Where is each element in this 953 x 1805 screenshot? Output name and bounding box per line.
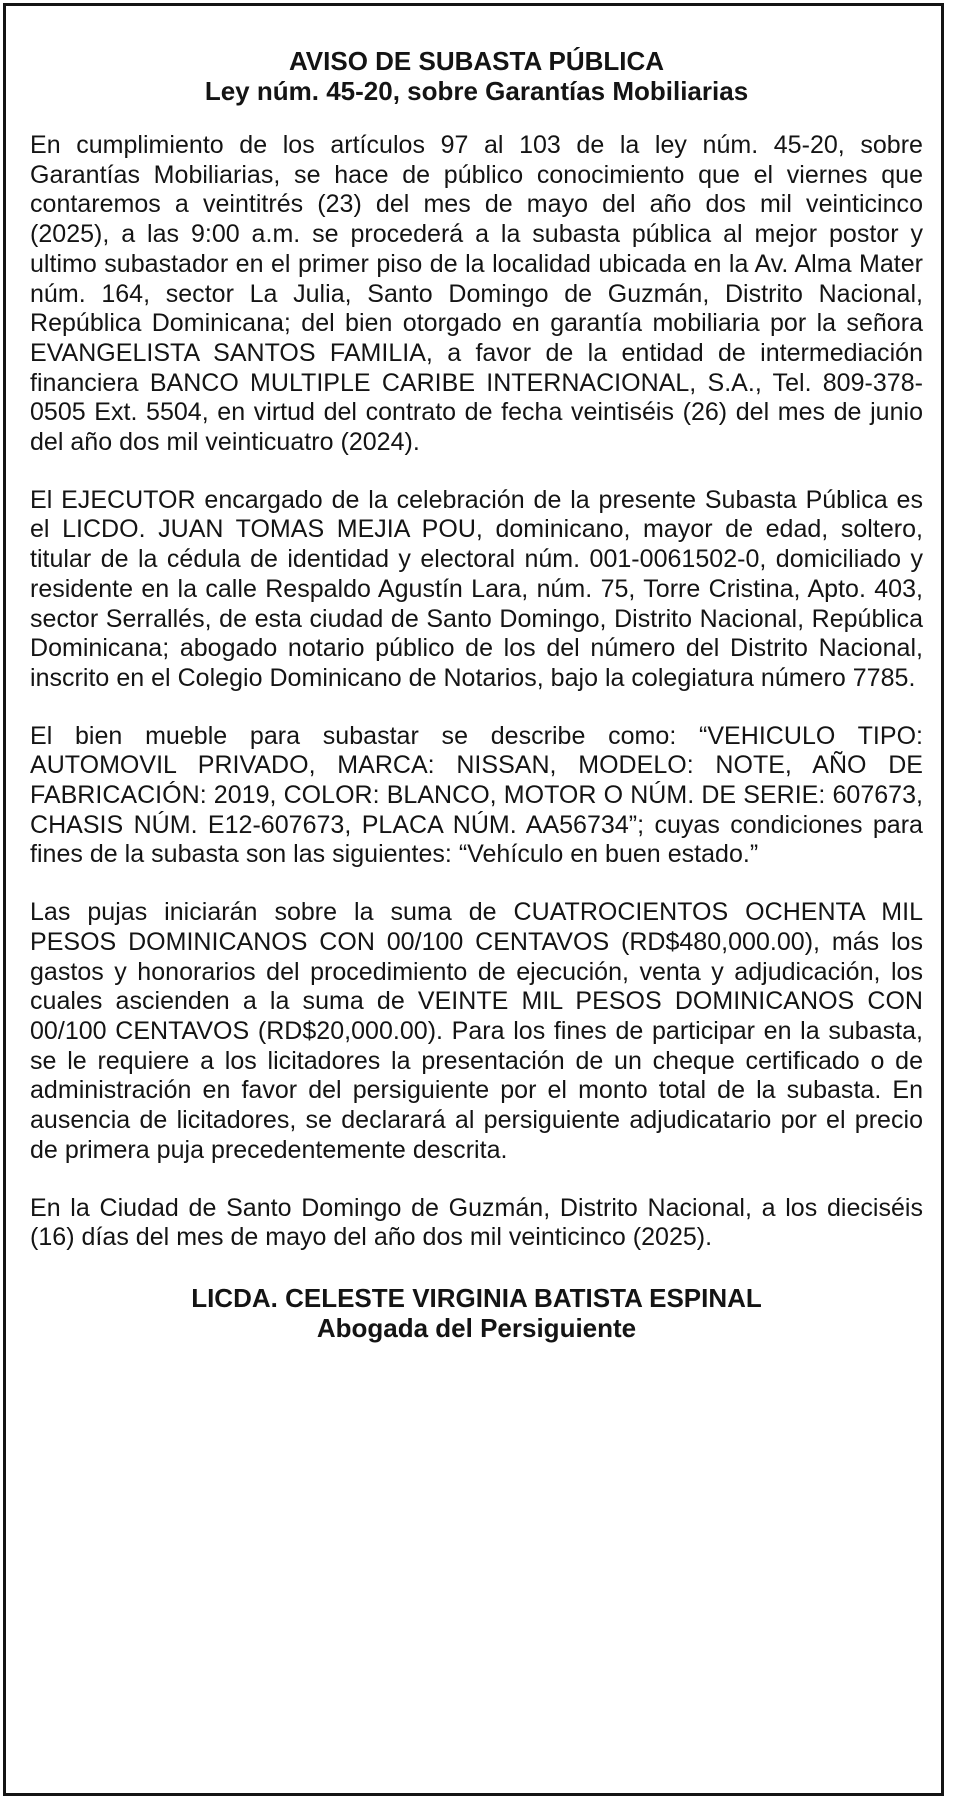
notice-title: AVISO DE SUBASTA PÚBLICA <box>288 46 665 76</box>
notice-content <box>30 46 923 1343</box>
signature-name: LICDA. CELESTE VIRGINIA BATISTA ESPINAL <box>191 1282 762 1313</box>
paragraph-bidding-terms: Las pujas iniciarán sobre la suma de CUATROCIENTOS OCHENTA MIL PESOS DOMINICANOS CON 00/100 CENTAVOS (RD$480,000.00), más los gastos y honorarios del procedimiento de ejecución, venta y adjudicación, los cuales ascienden a la suma de VEINTE MIL PESOS DOMINICANOS CON 00/100 CENTAVOS (RD$20,000.00). Para los fines de participar en la subasta, se le requiere a los licitadores la presentación de un cheque certificado o de administración en favor del persiguiente por el monto total de la subasta. En ausencia de licitadores, se declarará al persiguiente adjudicatario por el precio de primera puja precedentemente descrita. <box>30 898 923 1164</box>
signature-block <box>30 1283 923 1343</box>
paragraph-auction-announcement: En cumplimiento de los artículos 97 al 103 de la ley núm. 45-20, sobre Garantías Mobiliarias, se hace de público conocimiento que el viernes que contaremos a veintitrés (23) del mes de mayo del año dos mil veinticinco (2025), a las 9:00 a.m. se procederá a la subasta pública al mejor postor y ultimo subastador en el primer piso de la localidad ubicada en la Av. Alma Mater núm. 164, sector La Julia, Santo Domingo de Guzmán, Distrito Nacional, República Dominicana; del bien otorgado en garantía mobiliaria por la señora EVANGELISTA SANTOS FAMILIA, a favor de la entidad de intermediación financiera BANCO MULTIPLE CARIBE INTERNACIONAL, S.A., Tel. 809-378-0505 Ext. 5504, en virtud del contrato de fecha veintiséis (26) del mes de junio del año dos mil veinticuatro (2024). <box>30 131 923 457</box>
signature-role: Abogada del Persiguiente <box>316 1312 637 1343</box>
paragraph-vehicle-description: El bien mueble para subastar se describe como: “VEHICULO TIPO: AUTOMOVIL PRIVADO, MARCA: NISSAN, MODELO: NOTE, AÑO DE FABRICACIÓN: 2019, COLOR: BLANCO, MOTOR O NÚM. DE SERIE: 607673, CHASIS NÚM. E12-607673, PLACA NÚM. AA56734”; cuyas condiciones para fines de la subasta son las siguientes: “Vehículo en buen estado.” <box>30 721 923 869</box>
paragraph-place-date: En la Ciudad de Santo Domingo de Guzmán, Distrito Nacional, a los dieciséis (16) días del mes de mayo del año dos mil veinticinco (2025). <box>30 1193 923 1252</box>
paragraph-executor: El EJECUTOR encargado de la celebración de la presente Subasta Pública es el LICDO. JUAN TOMAS MEJIA POU, dominicano, mayor de edad, soltero, titular de la cédula de identidad y electoral núm. 001-0061502-0, domiciliado y residente en la calle Respaldo Agustín Lara, núm. 75, Torre Cristina, Apto. 403, sector Serrallés, de esta ciudad de Santo Domingo, Distrito Nacional, República Dominicana; abogado notario público de los del número del Distrito Nacional, inscrito en el Colegio Dominicano de Notarios, bajo la colegiatura número 7785. <box>30 485 923 692</box>
notice-subtitle: Ley núm. 45-20, sobre Garantías Mobiliarias <box>204 76 749 106</box>
